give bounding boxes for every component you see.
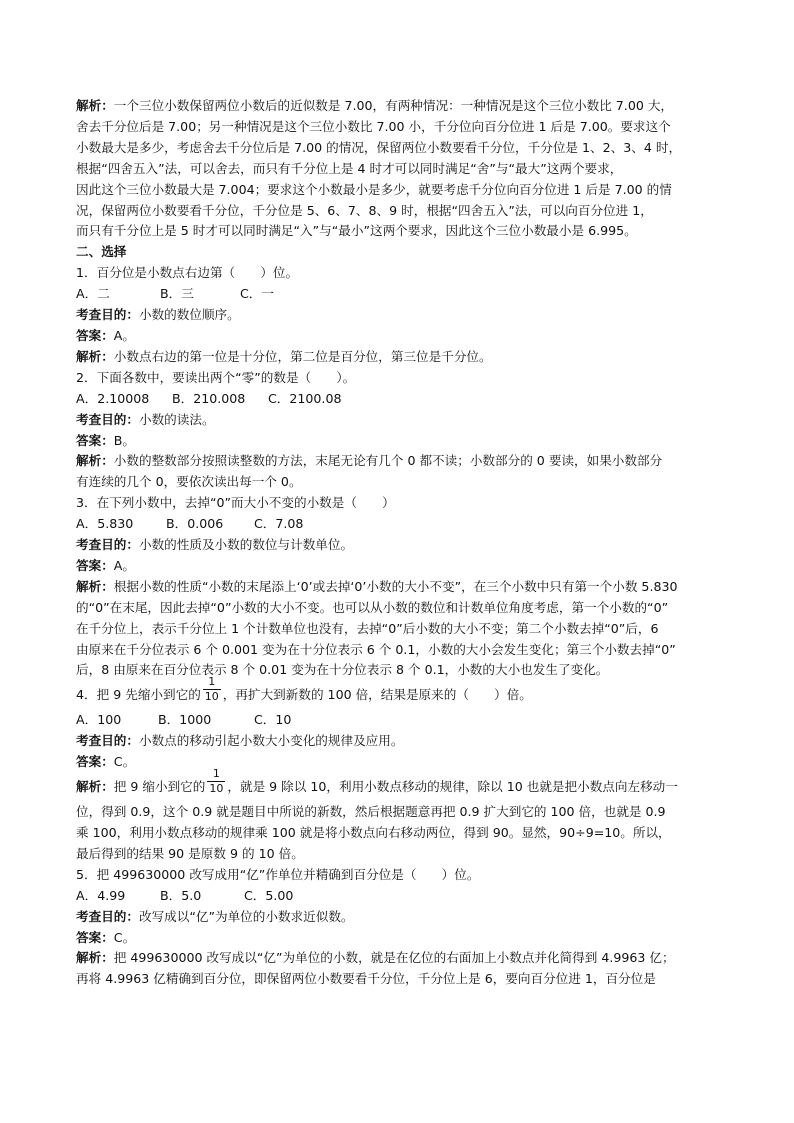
fraction-numerator: 1 — [203, 675, 221, 690]
analysis-label: 解析： — [76, 348, 114, 364]
option-c: C．一 — [240, 286, 274, 302]
question-3 — [76, 493, 716, 681]
analysis-line: 位，得到 0.9，这个 0.9 就是题目中所说的新数，然后根据题意再把 0.9 扩大到它的 100 倍，也就是 0.9 — [76, 804, 666, 820]
fraction-denominator: 10 — [209, 782, 224, 796]
question-4 — [76, 675, 716, 864]
analysis-line: 况，保留两位小数要看千分位，千分位是 5、6、7、8、9 时，根据“四舍五入”法，可以向百分位进 1， — [76, 202, 653, 218]
analysis-line: 而只有千分位上是 5 时才可以同时满足“入”与“最小”这两个要求，因此这个三位小数最小是 6.995。 — [76, 223, 637, 239]
purpose-text: 小数点的移动引起小数大小变化的规律及应用。 — [138, 733, 404, 749]
question-stem: 1．百分位是小数点右边第（ ）位。 — [76, 265, 299, 281]
stem-text: ，再扩大到新数的 100 倍，结果是原来的（ ）倍。 — [222, 687, 532, 703]
question-options — [76, 284, 716, 305]
option-b: B．0.006 — [166, 516, 224, 532]
analysis-line: 由原来在千分位表示 6 个 0.001 变为在十分位表示 6 个 0.1，小数的大小会发生变化；第三个小数去掉“0” — [76, 641, 676, 657]
analysis-line: 最后得到的结果 90 是原数 9 的 10 倍。 — [76, 845, 304, 861]
analysis-line: 根据小数的性质“小数的末尾添上‘0’或去掉‘0’小数的大小不变”，在三个小数中只有第一个小数 5.830 — [113, 578, 678, 594]
question-options — [76, 514, 716, 535]
question-stem: 5．把 499630000 改写成用“亿”作单位并精确到百分位是（ ）位。 — [76, 866, 480, 882]
answer-text: A。 — [113, 327, 135, 343]
fraction-denominator: 10 — [204, 690, 219, 704]
fraction — [203, 675, 221, 704]
top-analysis — [76, 96, 716, 242]
option-c: C．2100.08 — [268, 390, 342, 406]
option-c: C．7.08 — [254, 516, 304, 532]
analysis-label: 解析： — [76, 578, 114, 594]
option-c: C．10 — [254, 712, 292, 728]
analysis-label: 解析： — [76, 98, 114, 113]
purpose-text: 改写成以“亿”为单位的小数求近似数。 — [138, 908, 354, 924]
answer-label: 答案： — [76, 754, 114, 770]
analysis-line: 有连续的几个 0，要依次读出每一个 0。 — [76, 474, 302, 490]
analysis-label: 解析： — [76, 779, 114, 795]
analysis-line: 小数点右边的第一位是十分位，第二位是百分位，第三位是千分位。 — [113, 348, 492, 364]
analysis-line: 一个三位小数保留两位小数后的近似数是 7.00，有两种情况：一种情况是这个三位小数比 7.00 大， — [113, 98, 674, 113]
option-a: A．二 — [76, 286, 110, 302]
purpose-text: 小数的读法。 — [138, 411, 215, 427]
answer-text: C。 — [113, 754, 136, 770]
analysis-line: 因此这个三位小数最大是 7.004；要求这个小数最小是多少，就要考虑千分位向百分位进 1 后是 7.00 的情 — [76, 181, 672, 197]
analysis-line: 的“0”在末尾，因此去掉“0”小数的大小不变。也可以从小数的数位和计数单位角度考虑，第一个小数的“0” — [76, 599, 669, 615]
analysis-text: ，就是 9 除以 10，利用小数点移动的规律，除以 10 也就是把小数点向左移动一 — [227, 779, 678, 795]
analysis-line: 后，8 由原来在百分位表示 8 个 0.01 变为在十分位表示 8 个 0.1，小数的大小也发生了变化。 — [76, 662, 609, 678]
analysis-label: 解析： — [76, 453, 114, 469]
option-a: A．5.830 — [76, 516, 134, 532]
purpose-label: 考查目的： — [76, 307, 139, 323]
answer-text: A。 — [113, 557, 135, 573]
purpose-label: 考查目的： — [76, 733, 139, 749]
analysis-text: 把 9 缩小到它的 — [113, 779, 206, 795]
question-5 — [76, 865, 716, 990]
stem-text: 4．把 9 先缩小到它的 — [76, 687, 201, 703]
document-page — [76, 96, 716, 990]
option-a: A．100 — [76, 712, 122, 728]
analysis-line: 把 499630000 改写成以“亿”为单位的小数，就是在亿位的右面加上小数点并化简得到 4.9963 亿； — [113, 950, 675, 966]
option-b: B．210.008 — [172, 390, 246, 406]
purpose-label: 考查目的： — [76, 537, 139, 553]
answer-label: 答案： — [76, 432, 114, 448]
analysis-line: 再将 4.9963 亿精确到百分位，即保留两位小数要看千分位，千分位上是 6，要向百分位进 1，百分位是 — [76, 971, 656, 987]
analysis-line: 小数的整数部分按照读整数的方法，末尾无论有几个 0 都不读；小数部分的 0 要读，如果小数部分 — [113, 453, 663, 469]
analysis-line: 根据“四舍五入”法，可以舍去，而只有千分位上是 4 时才可以同时满足“舍”与“最大”这两个要求， — [76, 160, 623, 176]
analysis-line: 舍去千分位后是 7.00；另一种情况是这个三位小数比 7.00 小，千分位向百分位进 1 后是 7.00。要求这个 — [76, 118, 671, 134]
option-b: B．三 — [160, 286, 194, 302]
option-b: B．5.0 — [160, 887, 202, 903]
analysis-line: 小数最大是多少，考虑舍去千分位后是 7.00 的情况，保留两位小数要看千分位，千分位是 1、2、3、4 时， — [76, 139, 682, 155]
section-title: 二、选择 — [76, 244, 127, 260]
analysis-line: 在千分位上，表示千分位上 1 个计数单位也没有，去掉“0”后小数的大小不变；第二个小数去掉“0”后，6 — [76, 620, 659, 636]
analysis-label: 解析： — [76, 950, 114, 966]
question-stem: 2．下面各数中，要读出两个“零”的数是（ ）。 — [76, 369, 356, 385]
fraction — [207, 767, 225, 796]
answer-text: B。 — [113, 432, 136, 448]
option-a: A．2.10008 — [76, 390, 150, 406]
fraction-numerator: 1 — [207, 767, 225, 782]
purpose-text: 小数的性质及小数的数位与计数单位。 — [138, 537, 354, 553]
question-options — [76, 710, 716, 731]
question-stem: 3．在下列小数中，去掉“0”而大小不变的小数是（ ） — [76, 495, 395, 511]
question-options — [76, 886, 716, 907]
purpose-label: 考查目的： — [76, 411, 139, 427]
question-1 — [76, 263, 716, 368]
option-c: C．5.00 — [244, 887, 294, 903]
question-2 — [76, 368, 716, 493]
purpose-text: 小数的数位顺序。 — [138, 307, 240, 323]
option-b: B．1000 — [158, 712, 212, 728]
question-stem — [76, 675, 716, 710]
answer-text: C。 — [113, 929, 136, 945]
answer-label: 答案： — [76, 327, 114, 343]
analysis-line: 乘 100，利用小数点移动的规律乘 100 就是将小数点向右移动两位，得到 90。显然，90÷9=10。所以， — [76, 825, 671, 840]
option-a: A．4.99 — [76, 887, 126, 903]
answer-label: 答案： — [76, 557, 114, 573]
answer-label: 答案： — [76, 929, 114, 945]
purpose-label: 考查目的： — [76, 908, 139, 924]
question-options — [76, 389, 716, 410]
